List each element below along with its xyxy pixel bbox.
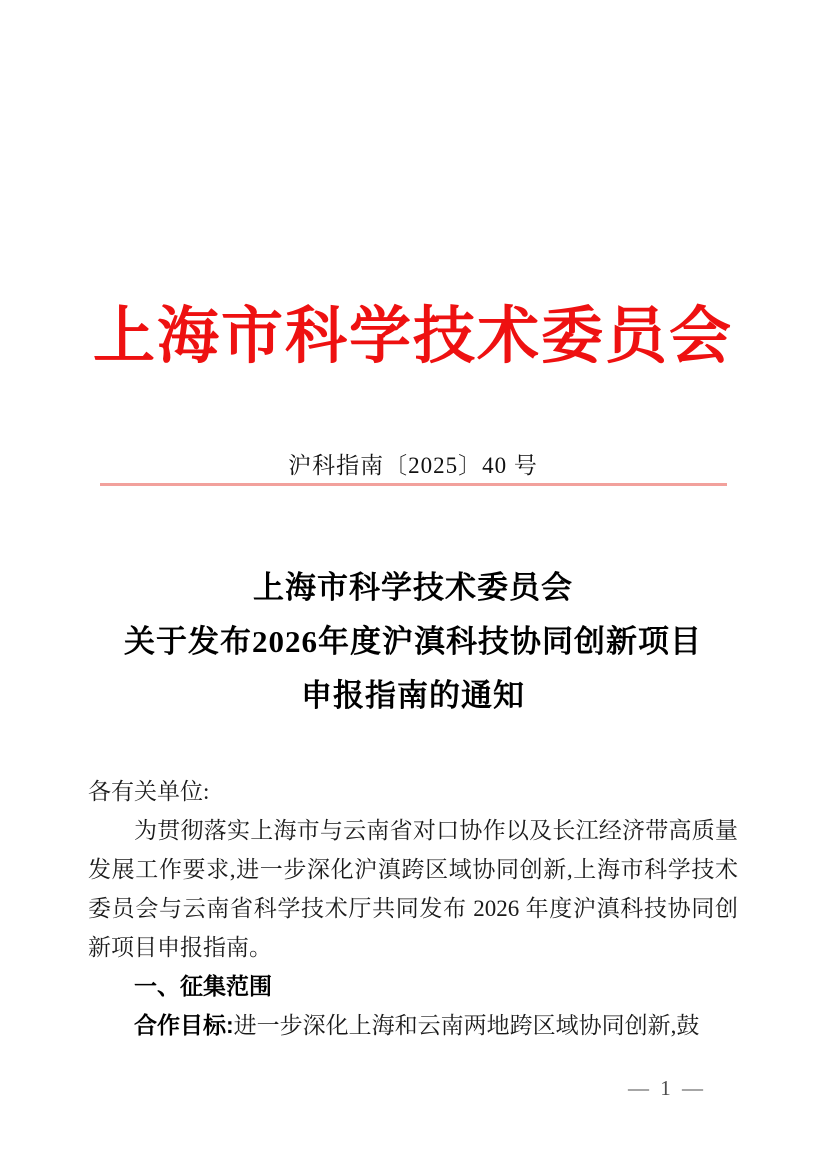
title-line-3: 申报指南的通知 [301,678,525,713]
document-number: 沪科指南〔2025〕40 号 [288,453,538,478]
title-line-1: 上海市科学技术委员会 [253,570,573,605]
paragraph-intro: 为贯彻落实上海市与云南省对口协作以及长江经济带高质量发展工作要求,进一步深化沪滇跨区域协同创新,上海市科学技术委员会与云南省科学技术厅共同发布 2026 年度沪滇科技协同创新项目申报指南。 [88,818,738,960]
paragraph-cooperation-goal [88,1006,738,1045]
agency-letterhead: 上海市科学技术委员会 [92,303,733,371]
cooperation-goal-label: 合作目标: [134,1012,234,1038]
title-line-2: 关于发布2026年度沪滇科技协同创新项目 [124,624,702,659]
cooperation-goal-text: 进一步深化上海和云南两地跨区域协同创新,鼓 [233,1013,700,1038]
salutation: 各有关单位: [88,779,210,804]
section-heading-collection-scope: 一、征集范围 [134,973,272,999]
red-divider-line [100,483,727,486]
document-title [0,561,826,723]
page-number: — 1 — [628,1076,706,1100]
document-body [88,772,738,1045]
